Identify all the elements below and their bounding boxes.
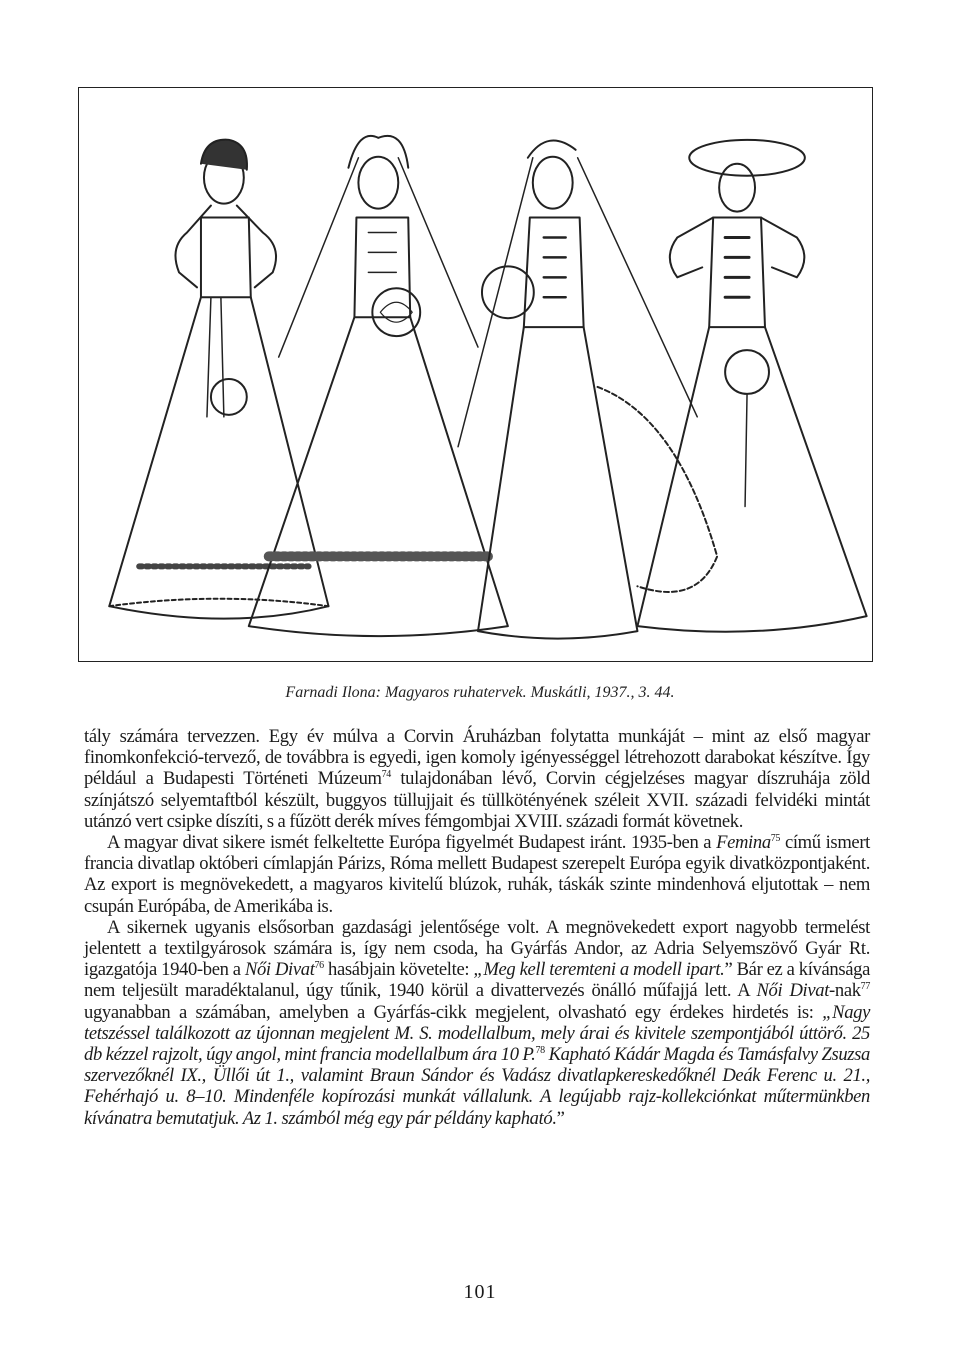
text-run: hasábjain követelte: xyxy=(323,959,474,981)
text-run: ” Bár ez a kívánsága nem teljesült maradéktalanul, úgy tűnik, 1940 körül a divattervezés önálló műfajjá lett. A xyxy=(84,959,870,1002)
text-run: tulajdonában lévő, Corvin cégjelzéses magyar díszruhája zöld színjátszó selyemtaftból készült, buggyos tüllujjait és tüllkötényének széleit XVII. századi felvidéki mintát utánzó vert csipke díszíti, s a fűzött derék míves fémgombjai XVIII. századi formát követnek. xyxy=(84,768,870,832)
text-run: Női Divat xyxy=(756,980,830,1002)
figure-caption: Farnadi Ilona: Magyaros ruhatervek. Muskátli, 1937., 3. 44. xyxy=(285,684,675,701)
text-run: ugyanabban a számában, amelyben a Gyárfás-cikk megjelent, olvasható egy érdekes hirdetés is: xyxy=(84,1001,823,1023)
footnote-ref: 76 xyxy=(314,960,324,972)
page-number: 101 xyxy=(463,1281,497,1303)
text-run: tály számára tervezzen. Egy év múlva a Corvin Áruházban folytatta munkáját – mint az első magyar finomkonfekció-tervező, de továbbra is egyedi, igen komoly igényességgel létrehozott darabokat készítve. Így például a Budapesti Történeti Múzeum xyxy=(84,726,870,790)
text-run: Női Divat xyxy=(244,959,315,981)
text-run: ” xyxy=(556,1107,565,1129)
text-run: „Meg kell teremteni a modell ipart. xyxy=(473,959,725,981)
bridal-gowns-drawing xyxy=(79,88,872,661)
text-run: A sikernek ugyanis elsősorban gazdasági jelentősége volt. A megnövekedett export nagyobb termelést jelentett a textilgyárosok számára is, így nem csoda, ha Gyárfás Andor, az Adria Selyemszövő Gyár Rt. igazgatója 1940-ben a xyxy=(84,916,870,981)
body-text xyxy=(84,726,870,1129)
figure-2-gown xyxy=(249,136,508,636)
text-run: Femina xyxy=(716,832,771,854)
figure-4-gown xyxy=(637,140,866,632)
paragraph xyxy=(84,726,870,832)
text-run: -nak xyxy=(829,980,861,1002)
text-run: Kapható Kádár Magda és Tamásfalvy Zsuzsa szervezőknél IX., Üllői út 1., valamint Braun Sándor és Vadász divatlapkereskedőknél Deák Ferenc u. 21., Fehérhajó u. 8–10. Mindenféle kopírozási munkát vállalunk. A legújabb rajz-kollekciónkat műtermünkben kívánatra bemutatjuk. Az 1. számból még egy pár példány kapható. xyxy=(84,1044,870,1129)
text-run: „Nagy tetszéssel találkozott az újonnan megjelent M. S. modellalbum, mely árai és kivitele szempontjából úttörő. 25 db kézzel rajzolt, úgy angol, mint francia modellalbum ára 10 P. xyxy=(84,1001,870,1066)
text-run: című ismert francia divatlap októberi címlapján Párizs, Róma mellett Budapest szerepelt Európa egyik divatközpontjaként. Az export is megnövekedett, a magyaros kivitelű blúzok, ruhák, táskák szinte mindenhová eljutottak – nem csupán Európába, de Amerikába is. xyxy=(84,832,870,917)
paragraph xyxy=(84,917,870,1129)
footnote-ref: 78 xyxy=(535,1045,545,1057)
figure-3-gown xyxy=(458,141,717,639)
footnote-ref: 75 xyxy=(770,833,781,845)
footnote-ref: 77 xyxy=(860,981,870,993)
footnote-ref: 74 xyxy=(381,769,391,781)
paragraph xyxy=(84,832,870,917)
text-run: A magyar divat sikere ismét felkeltette Európa figyelmét Budapest iránt. 1935-ben a xyxy=(107,832,717,854)
fashion-illustration xyxy=(78,87,873,662)
figure-1-gown xyxy=(109,140,328,619)
